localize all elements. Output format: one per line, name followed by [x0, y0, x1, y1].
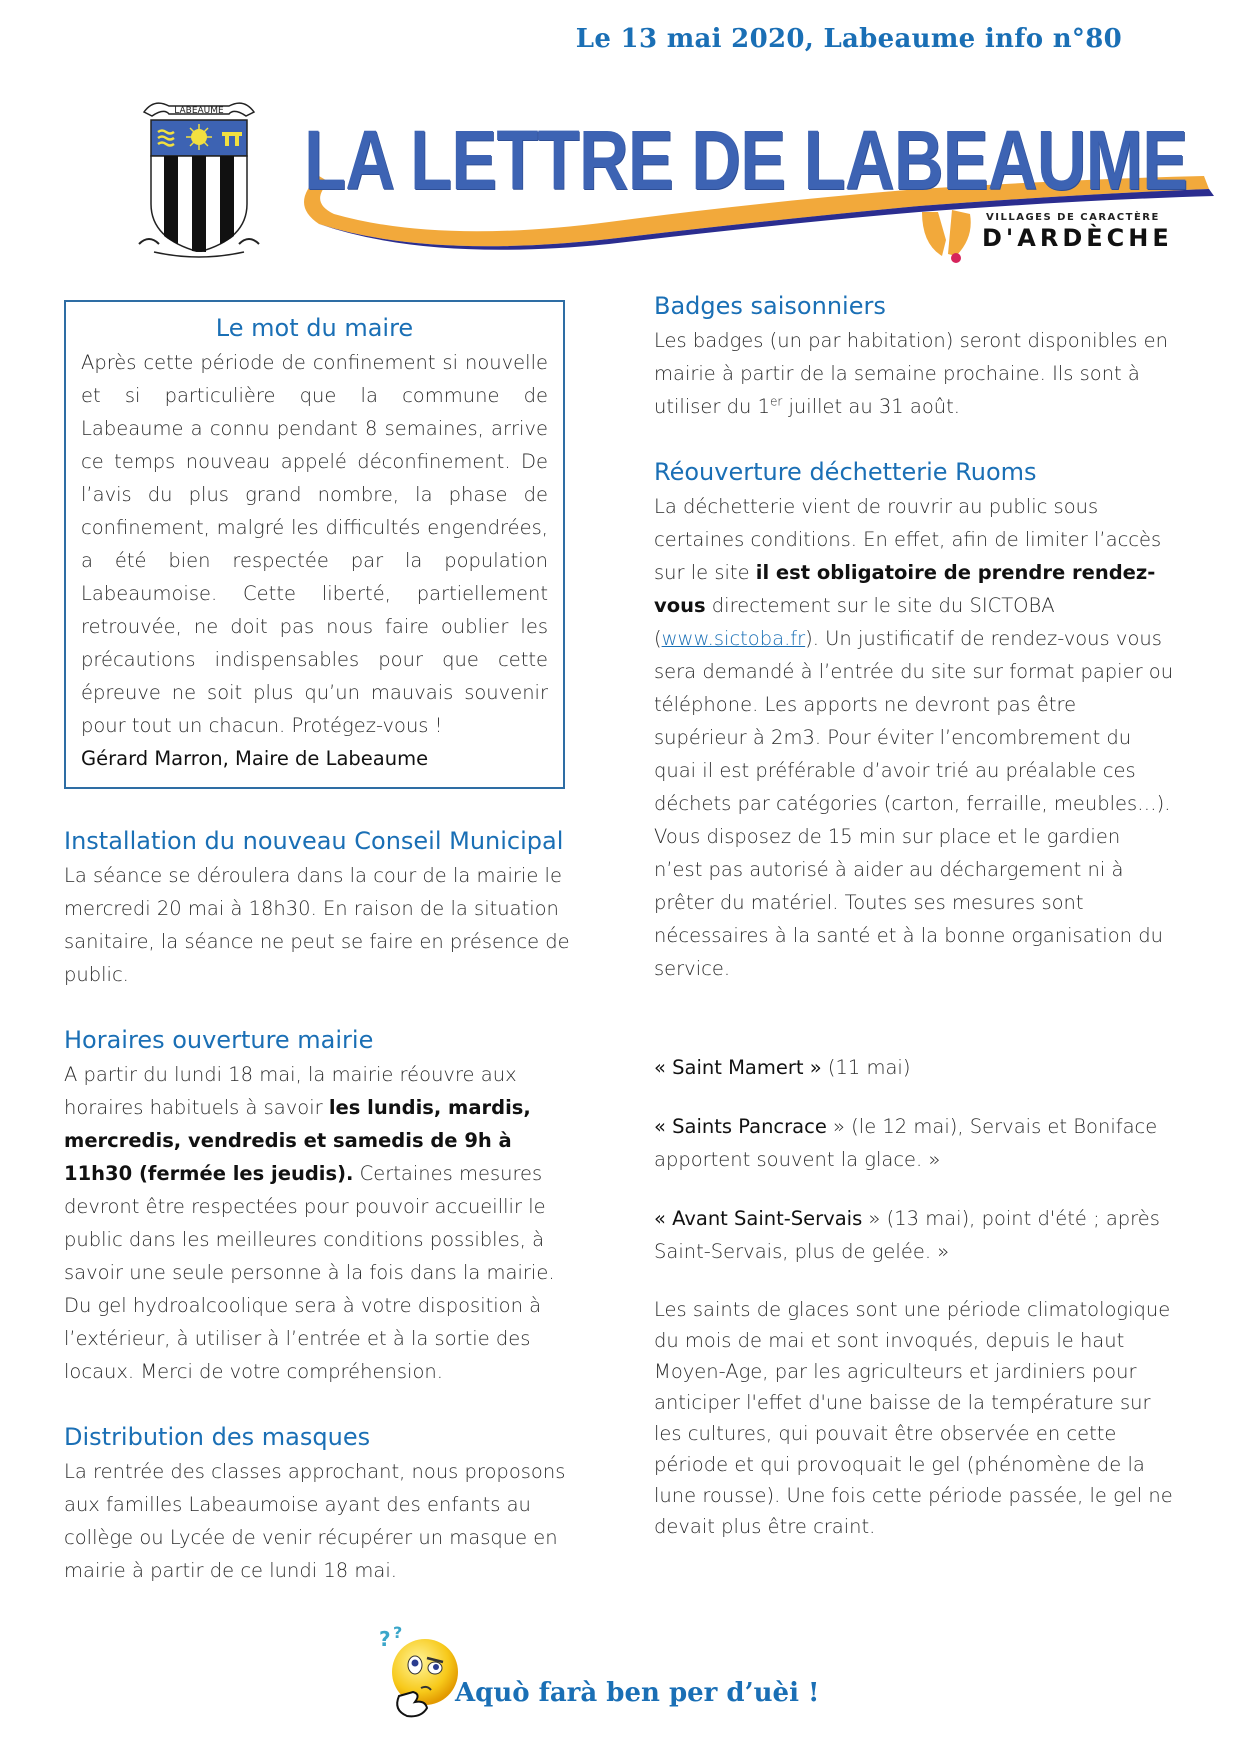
- masthead-title: LA LETTRE DE LABEAUME: [304, 113, 1188, 207]
- footer-motto: Aquò farà ben per d’uèi !: [455, 1678, 820, 1708]
- section-masques: [64, 1421, 584, 1587]
- crest-banner-text: LABEAUME: [174, 106, 224, 116]
- decheterie-rdv-notice: il est obligatoire de prendre rendez-vous: [654, 561, 1156, 617]
- footer: [375, 1620, 895, 1730]
- mayor-title: Le mot du maire: [215, 314, 414, 342]
- section-badges: [654, 290, 1174, 423]
- thinking-smiley-icon: [375, 1620, 465, 1720]
- masques-body: La rentrée des classes approchant, nous proposons aux familles Labeaumoise ayant des enfants au collège ou Lycée de venir récupérer un masque en mairie à partir de ce lundi 18 mai.: [64, 1460, 566, 1582]
- saint-mamert: [654, 1051, 1174, 1084]
- decheterie-text-start: La déchetterie vient de rouvrir au public sous certaines conditions. En effet, afin de limiter l’accès sur le site: [654, 495, 1162, 584]
- section-decheterie: [654, 456, 1174, 985]
- villages-de-caractere-logo: [916, 204, 1173, 264]
- svg-text:?: ?: [393, 1623, 403, 1642]
- right-column: [654, 290, 1174, 1542]
- badges-text-end: juillet au 31 août.: [782, 395, 960, 418]
- mayor-body: Après cette période de confinement si nouvelle et si particulière que la commune de Labeaume a connu pendant 8 semaines, arrive ce temps nouveau appelé déconfinement. De l’avis du plus grand nombre, la phase de confinement, malgré les difficultés engendrées, a été bien respectée par la population Labeaumoise. Cette liberté, partiellement retrouvée, ne doit pas nous faire oublier les précautions indispensables pour que cette épreuve ne soit plus qu’un mauvais souvenir pour tout un chacun. Protégez-vous !: [81, 351, 548, 737]
- masques-title: Distribution des masques: [64, 1423, 371, 1451]
- mayor-message-box: [64, 300, 565, 789]
- saint-mamert-name: « Saint Mamert »: [654, 1056, 822, 1079]
- saints-pancrace-text: » (le 12 mai), Servais et Boniface apportent souvent la glace. »: [654, 1115, 1158, 1171]
- conseil-body: La séance se déroulera dans la cour de la mairie le mercredi 20 mai à 18h30. En raison de la situation sanitaire, la séance ne peut se faire en présence de public.: [64, 864, 570, 986]
- horaires-text-start: A partir du lundi 18 mai, la mairie réouvre aux horaires habituels à savoir: [64, 1063, 517, 1119]
- section-horaires: [64, 1024, 584, 1388]
- avant-saint-servais-name: « Avant Saint-Servais: [654, 1207, 863, 1230]
- avant-saint-servais-text: » (13 mai), point d'été ; après Saint-Servais, plus de gelée. »: [654, 1207, 1160, 1263]
- saints-pancrace-name: « Saints Pancrace: [654, 1115, 827, 1138]
- masthead: [134, 94, 1188, 264]
- horaires-body: [64, 1058, 584, 1388]
- decheterie-body: [654, 490, 1174, 985]
- horaires-title: Horaires ouverture mairie: [64, 1026, 374, 1054]
- horaires-schedule: les lundis, mardis, mercredis, vendredis et samedis de 9h à 11h30 (fermée les jeudis).: [64, 1096, 531, 1185]
- dateline: Le 13 mai 2020, Labeaume info n°80: [575, 24, 1122, 54]
- mayor-signature: Gérard Marron, Maire de Labeaume: [81, 747, 429, 770]
- conseil-title: Installation du nouveau Conseil Municipal: [64, 827, 564, 855]
- sictoba-link[interactable]: www.sictoba.fr: [661, 627, 806, 650]
- v-logo-icon: [916, 204, 980, 264]
- horaires-text-end: Certaines mesures devront être respectées pour pouvoir accueillir le public dans les meilleures conditions possibles, à savoir une seule personne à la fois dans la mairie. Du gel hydroalcoolique sera à votre disposition à l’extérieur, à utiliser à l’entrée et à la sortie des locaux. Merci de votre compréhension.: [64, 1162, 555, 1383]
- saints-pancrace: [654, 1110, 1174, 1176]
- badges-body: [654, 324, 1174, 423]
- saints-explanation: Les saints de glaces sont une période climatologique du mois de mai et sont invoqués, depuis le haut Moyen-Age, par les agriculteurs et jardiniers pour anticiper l'effet d'une baisse de la température sur les cultures, qui pouvait être observée en cette période et qui provoquait le gel (phénomène de la lune rousse). Une fois cette période passée, le gel ne devait plus être craint.: [654, 1298, 1173, 1538]
- decheterie-title: Réouverture déchetterie Ruoms: [654, 458, 1037, 486]
- left-column: [64, 300, 584, 1620]
- decheterie-text-mid: directement sur le site du SICTOBA (: [654, 594, 1055, 650]
- badges-text-start: Les badges (un par habitation) seront disponibles en mairie à partir de la semaine prochaine. Ils sont à utiliser du 1: [654, 329, 1168, 418]
- avant-saint-servais: [654, 1202, 1174, 1268]
- partner-label-small: VILLAGES DE CARACTÈRE: [986, 212, 1160, 223]
- svg-text:?: ?: [379, 1627, 391, 1651]
- labeaume-crest-icon: [134, 94, 264, 259]
- badges-superscript: er: [769, 394, 783, 409]
- decheterie-text-end: ). Un justificatif de rendez-vous vous sera demandé à l’entrée du site sur format papier ou téléphone. Les apports ne devront pas être supérieur à 2m3. Pour éviter l’encombrement du quai il est préférable d’avoir trié au préalable ces déchets par catégories (carton, ferraille, meubles…). Vous disposez de 15 min sur place et le gardien n’est pas autorisé à aider au déchargement ni à prêter du matériel. Toutes ses mesures sont nécessaires à la santé et à la bonne organisation du service.: [654, 627, 1174, 980]
- badges-title: Badges saisonniers: [654, 292, 886, 320]
- partner-label-big: D'ARDÈCHE: [982, 224, 1173, 252]
- section-conseil: [64, 825, 584, 991]
- saint-mamert-date: (11 mai): [821, 1056, 911, 1079]
